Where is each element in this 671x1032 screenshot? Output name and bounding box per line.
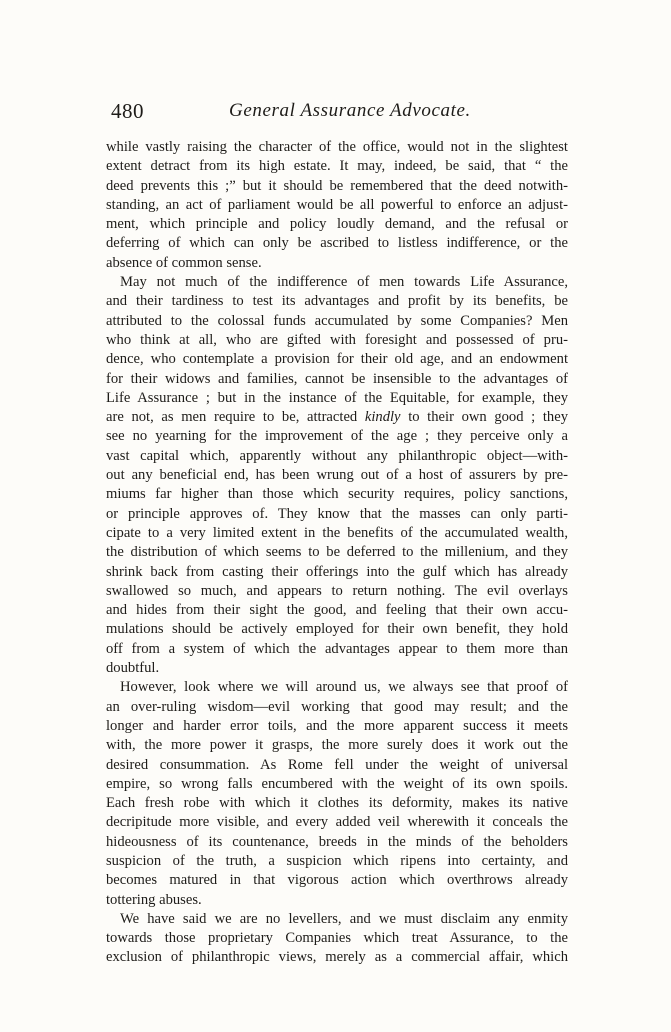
- text-line: We have said we are no levellers, and we must disclaim any enmity: [120, 910, 568, 927]
- page-header: [111, 99, 566, 125]
- text-line: absence of common sense.: [106, 254, 262, 271]
- text-line: Each fresh robe with which it clothes its deformity, makes its native: [106, 795, 568, 812]
- text-line: shrink back from casting their offerings into the gulf which has already: [106, 563, 568, 580]
- text-line: empire, so wrong falls encumbered with the weight of its own spoils.: [106, 775, 568, 792]
- text-line: suspicion of the truth, a suspicion which ripens into certainty, and: [106, 852, 568, 869]
- text-line: decripitude more visible, and every added veil wherewith it conceals the: [106, 814, 568, 831]
- text-line: see no yearning for the improvement of the age ; they perceive only a: [106, 428, 568, 445]
- text-line: or principle approves of. They know that the masses can only parti-: [106, 505, 568, 522]
- text-segment: are not, as men require to be, attracted: [106, 409, 358, 426]
- text-line: and hides from their sight the good, and feeling that their own accu-: [106, 602, 568, 619]
- running-title: General Assurance Advocate.: [229, 100, 471, 121]
- text-line: standing, an act of parliament would be all powerful to enforce an adjust-: [106, 196, 568, 213]
- text-line: doubtful.: [106, 660, 160, 677]
- text-line: swallowed so much, and appears to return nothing. The evil overlays: [106, 582, 568, 599]
- text-line-with-italic: [106, 408, 568, 427]
- text-line: off from a system of which the advantages appear to them more than: [106, 640, 568, 657]
- text-line: cipate to a very limited extent in the benefits of the accumulated wealth,: [106, 524, 568, 541]
- text-line: attributed to the colossal funds accumulated by some Companies? Men: [106, 312, 568, 329]
- text-line: out any beneficial end, has been wrung out of a host of assurers by pre-: [106, 467, 568, 484]
- text-line: exclusion of philanthropic views, merely as a commercial affair, which: [106, 949, 568, 966]
- text-line: an over-ruling wisdom—evil working that good may result; and the: [106, 698, 568, 715]
- text-line: dence, who contemplate a provision for their old age, and an endowment: [106, 351, 568, 368]
- italic-word: kindly: [364, 409, 401, 426]
- text-line: extent detract from its high estate. It may, indeed, be said, that “ the: [106, 158, 568, 175]
- text-line: with, the more power it grasps, the more surely does it work out the: [106, 737, 568, 754]
- body-text: [106, 138, 568, 968]
- text-line: vast capital which, apparently without any philanthropic object—with-: [106, 447, 568, 464]
- text-line: deed prevents this ;” but it should be remembered that the deed notwith-: [106, 177, 568, 194]
- text-line: the distribution of which seems to be deferred to the millenium, and they: [106, 544, 568, 561]
- text-line: longer and harder error toils, and the more apparent success it meets: [106, 717, 568, 734]
- text-segment: to their own good ; they: [400, 409, 568, 426]
- page-number: 480: [111, 99, 144, 123]
- text-line: desired consummation. As Rome fell under the weight of universal: [106, 756, 568, 773]
- text-line: Life Assurance ; but in the instance of the Equitable, for example, they: [106, 389, 568, 406]
- text-line: tottering abuses.: [106, 891, 202, 908]
- text-line: and their tardiness to test its advantages and profit by its benefits, be: [106, 293, 568, 310]
- text-line: for their widows and families, cannot be insensible to the advantages of: [106, 370, 568, 387]
- text-line: becomes matured in that vigorous action which overthrows already: [106, 872, 568, 889]
- text-line: who think at all, who are gifted with foresight and possessed of pru-: [106, 331, 568, 348]
- text-line: mulations should be actively employed for their own benefit, they hold: [106, 621, 568, 638]
- text-line: miums far higher than those which security requires, policy sanctions,: [106, 486, 568, 503]
- text-line: deferring of which can only be ascribed to listless indifference, or the: [106, 235, 568, 252]
- text-line: hideousness of its countenance, breeds in the minds of the beholders: [106, 833, 568, 850]
- text-line: while vastly raising the character of the office, would not in the slightest: [106, 139, 568, 155]
- text-line: ment, which principle and policy loudly demand, and the refusal or: [106, 216, 568, 233]
- text-line: However, look where we will around us, we always see that proof of: [120, 679, 568, 696]
- text-line: May not much of the indifference of men towards Life Assurance,: [120, 274, 568, 291]
- text-line: towards those proprietary Companies which treat Assurance, to the: [106, 930, 568, 947]
